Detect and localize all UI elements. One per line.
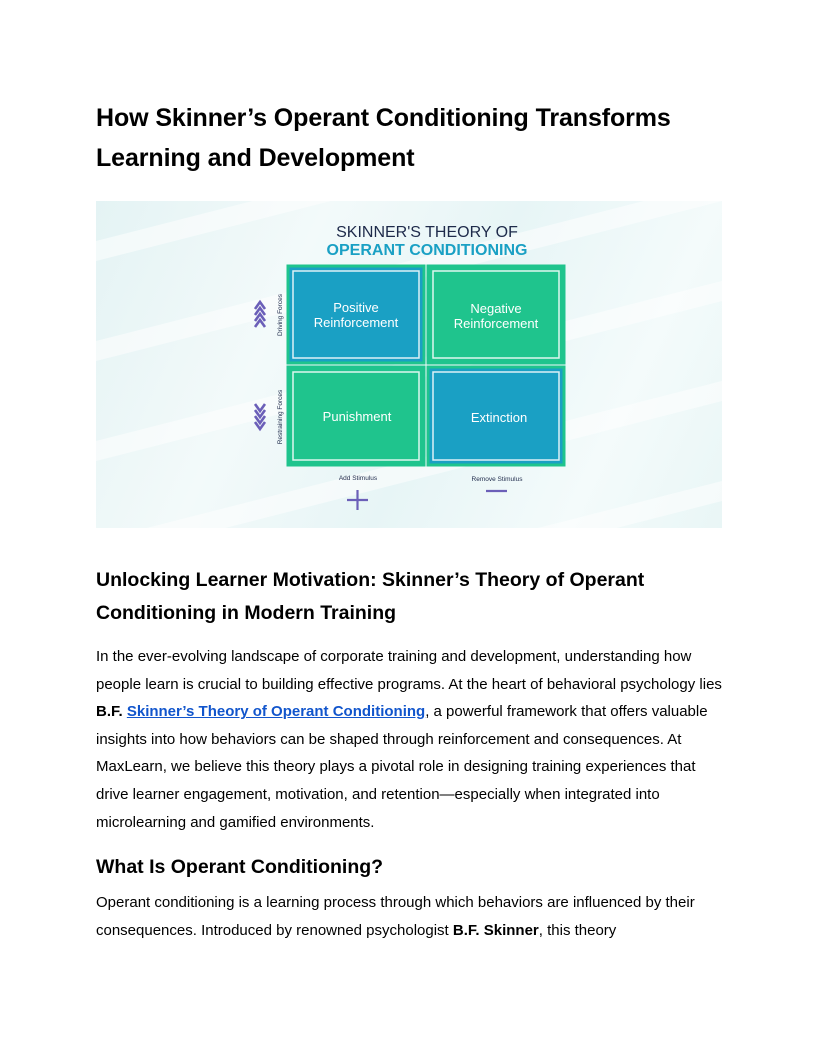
paragraph-text: Operant conditioning is a learning process through which behaviors are influenced by their consequences. Introduced by renowned psychologist	[96, 894, 695, 939]
bold-text: B.F. Skinner	[452, 921, 539, 939]
paragraph-text: In the ever-evolving landscape of corporate training and development, understanding how people learn is crucial to building effective programs. At the heart of behavioral psychology lies	[96, 648, 722, 693]
figure-heading-1: SKINNER'S THEORY OF	[336, 224, 518, 241]
quadrant-label: Reinforcement	[453, 316, 539, 331]
axis-label-driving: Driving Forces	[277, 294, 284, 336]
section-heading-motivation: Unlocking Learner Motivation: Skinner’s Theory of Operant Conditioning in Modern Training	[96, 569, 645, 624]
paragraph-text: , a powerful framework that offers valuable insights into how behaviors can be shaped through reinforcement and consequences. At MaxLearn, we believe this theory plays a pivotal role in designing training experiences that drive learner engagement, motivation, and retention—especially when integrated into microlearning and gamified environments.	[96, 703, 708, 831]
quadrant-top-left	[288, 266, 424, 363]
bold-text: B.F.	[96, 703, 123, 721]
quadrant-bottom-right	[428, 367, 564, 465]
quadrant-label: Punishment	[322, 409, 392, 424]
paragraph-intro	[96, 643, 722, 836]
axis-label-restraining: Restraining Forces	[277, 389, 284, 445]
operant-conditioning-figure	[96, 201, 722, 528]
axis-label-remove-stimulus: Remove Stimulus	[471, 476, 523, 483]
figure-graphic	[96, 201, 722, 528]
quadrant-label: Positive	[333, 300, 379, 315]
quadrant-label: Extinction	[470, 410, 528, 425]
section-heading-what-is: What Is Operant Conditioning?	[96, 856, 384, 878]
quadrant-label: Negative	[470, 301, 522, 316]
figure-heading-2: OPERANT CONDITIONING	[326, 242, 528, 259]
page-title: How Skinner’s Operant Conditioning Transforms Learning and Development	[96, 104, 671, 172]
axis-label-add-stimulus: Add Stimulus	[338, 475, 378, 482]
paragraph-definition	[96, 889, 722, 944]
quadrant-top-right	[428, 266, 564, 363]
quadrant-label: Reinforcement	[313, 315, 399, 330]
skinner-theory-link[interactable]: Skinner’s Theory of Operant Conditioning	[126, 703, 426, 721]
paragraph-text: , this theory	[538, 921, 617, 939]
quadrant-bottom-left	[288, 367, 424, 465]
